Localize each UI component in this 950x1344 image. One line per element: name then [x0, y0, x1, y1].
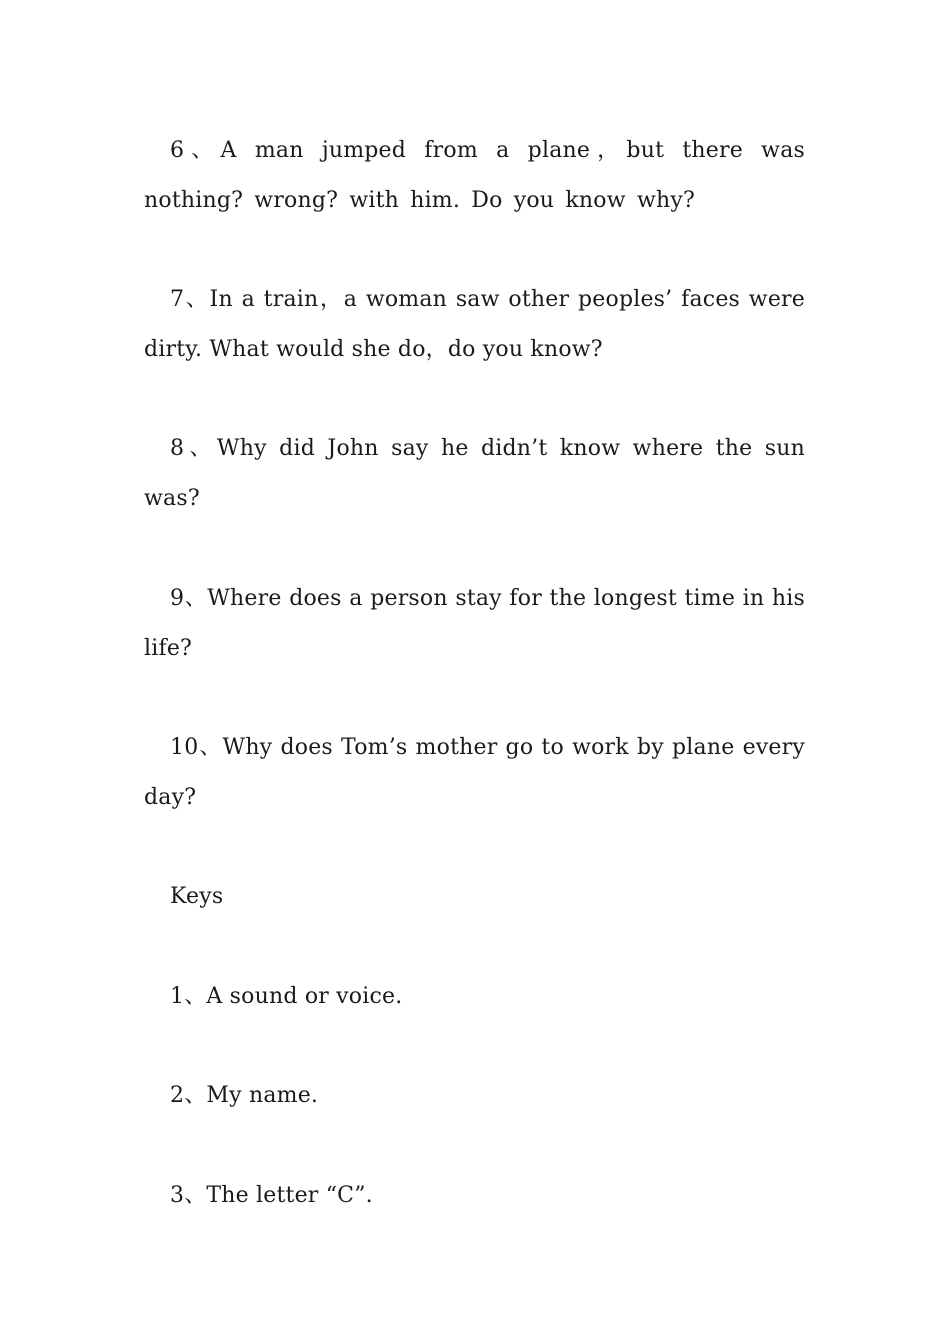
- question-7: 7、In a train，a woman saw other peoples’ faces were dirty. What would she do，do you know?: [144, 287, 805, 362]
- question-10: 10、Why does Tom’s mother go to work by plane every day?: [144, 735, 805, 810]
- key-item-1: 1、A sound or voice.: [170, 984, 403, 1009]
- question-8: 8、Why did John say he didn’t know where the sun was?: [144, 436, 805, 511]
- question-6: 6、A man jumped from a plane，but there was nothing? wrong? with him. Do you know why?: [144, 138, 805, 213]
- key-item-3: 3、The letter “C”.: [170, 1183, 373, 1208]
- keys-heading: Keys: [170, 884, 224, 909]
- key-item-2: 2、My name.: [170, 1083, 319, 1108]
- question-9: 9、Where does a person stay for the longest time in his life?: [144, 586, 805, 661]
